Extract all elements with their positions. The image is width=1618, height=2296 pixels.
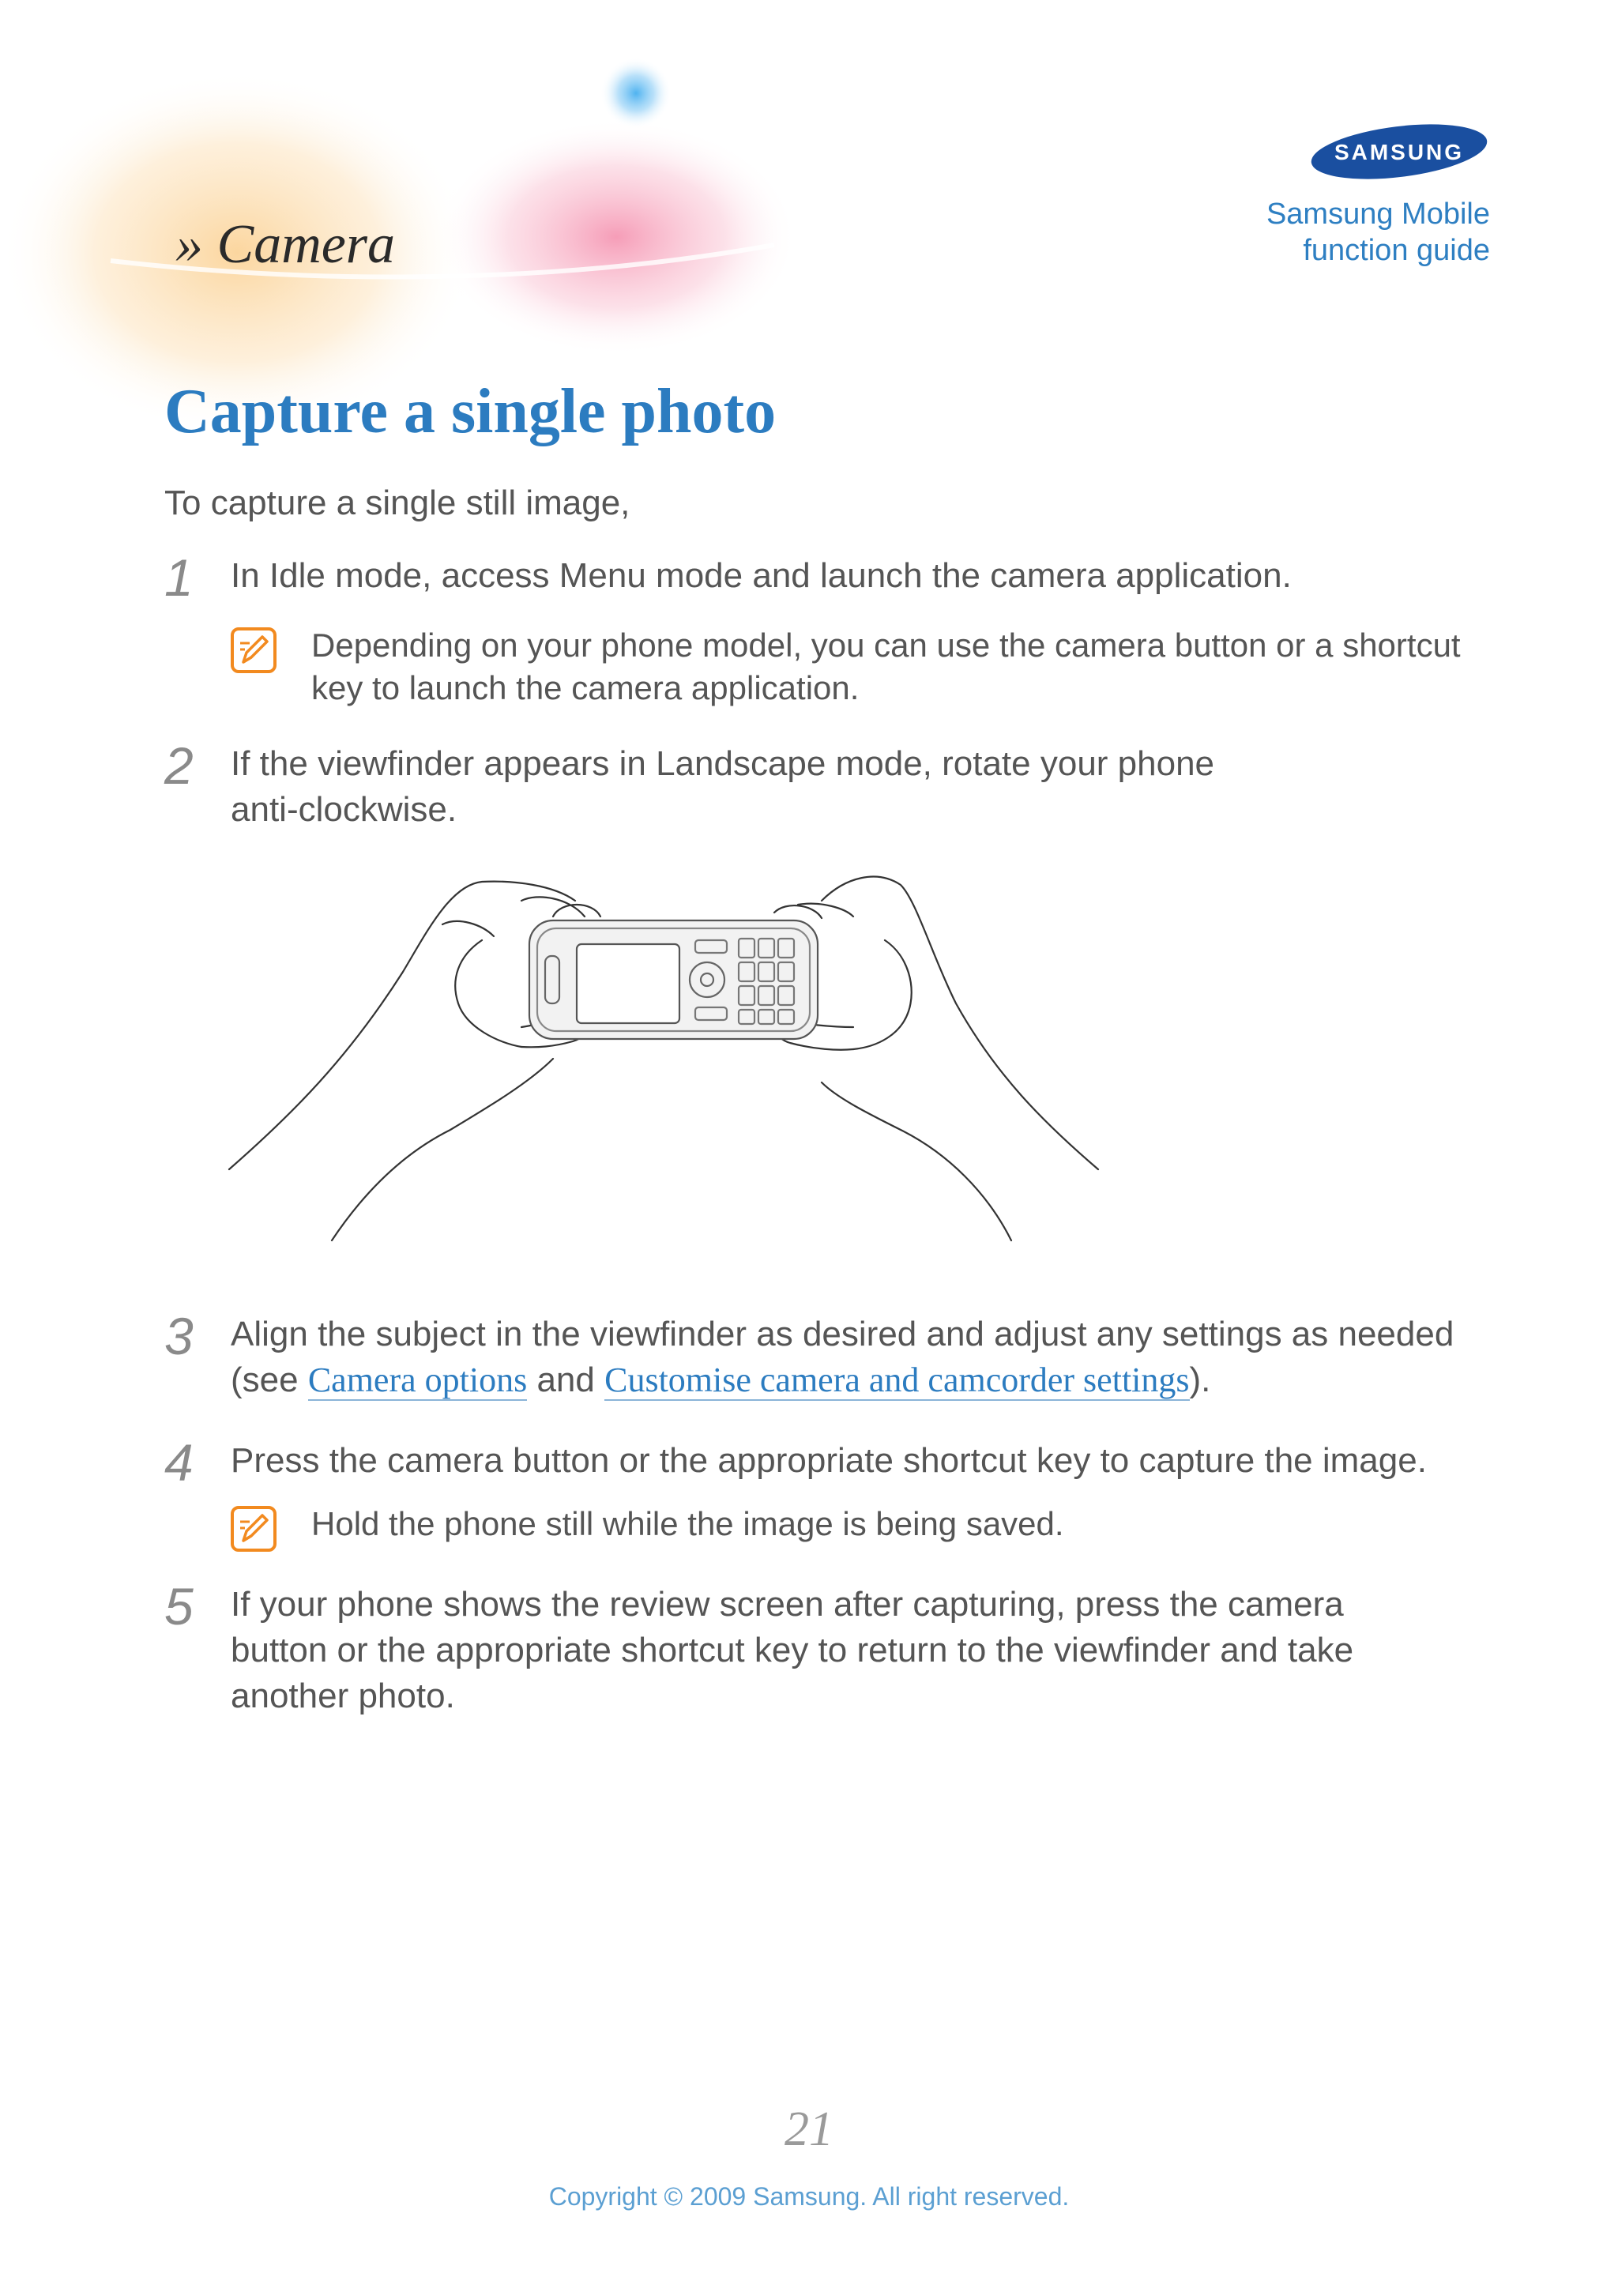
step-text: Press the camera button or the appropriate shortcut key to capture the image. bbox=[231, 1441, 1427, 1480]
customise-settings-link[interactable]: Customise camera and camcorder settings bbox=[604, 1361, 1190, 1399]
step-text: If your phone shows the review screen after capturing, press the camera button or the appropriate shortcut key to return to the viewfinder and take another photo. bbox=[231, 1585, 1354, 1715]
page-title: Capture a single photo bbox=[164, 377, 777, 446]
step-text-mid: and bbox=[527, 1361, 605, 1399]
guide-line-2: function guide bbox=[1303, 234, 1490, 267]
note-pencil-icon bbox=[229, 1504, 278, 1553]
step-text-before: Align the subject in the viewfinder as desired and adjust any settings as needed (see bbox=[231, 1315, 1454, 1399]
guide-line-1: Samsung Mobile bbox=[1266, 198, 1490, 231]
note-text: Depending on your phone model, you can use the camera button or a shortcut key to launch the camera application. bbox=[311, 627, 1461, 706]
step-text-after: ). bbox=[1189, 1361, 1211, 1399]
samsung-logo bbox=[1308, 120, 1490, 183]
page-number: 21 bbox=[785, 2102, 833, 2156]
section-title: » Camera bbox=[175, 214, 396, 275]
step-text: In Idle mode, access Menu mode and launch the camera application. bbox=[231, 556, 1292, 595]
guide-label bbox=[1266, 196, 1490, 269]
samsung-logo-text: SAMSUNG bbox=[1334, 140, 1465, 164]
camera-options-link[interactable]: Camera options bbox=[307, 1361, 528, 1399]
step-number: 5 bbox=[164, 1577, 194, 1635]
step-number: 1 bbox=[164, 548, 194, 607]
step-number: 4 bbox=[164, 1433, 194, 1492]
note-text: Hold the phone still while the image is being saved. bbox=[311, 1505, 1064, 1542]
note-pencil-icon bbox=[229, 626, 278, 675]
hands-holding-phone-illustration bbox=[221, 869, 1106, 1248]
step-text: If the viewfinder appears in Landscape mode, rotate your phone anti-clockwise. bbox=[231, 744, 1215, 829]
intro-text: To capture a single still image, bbox=[164, 484, 630, 522]
step-number: 2 bbox=[164, 736, 194, 795]
step-text bbox=[231, 1312, 1507, 1403]
copyright-text: Copyright © 2009 Samsung. All right reserved. bbox=[548, 2182, 1070, 2211]
step-number: 3 bbox=[164, 1307, 194, 1365]
